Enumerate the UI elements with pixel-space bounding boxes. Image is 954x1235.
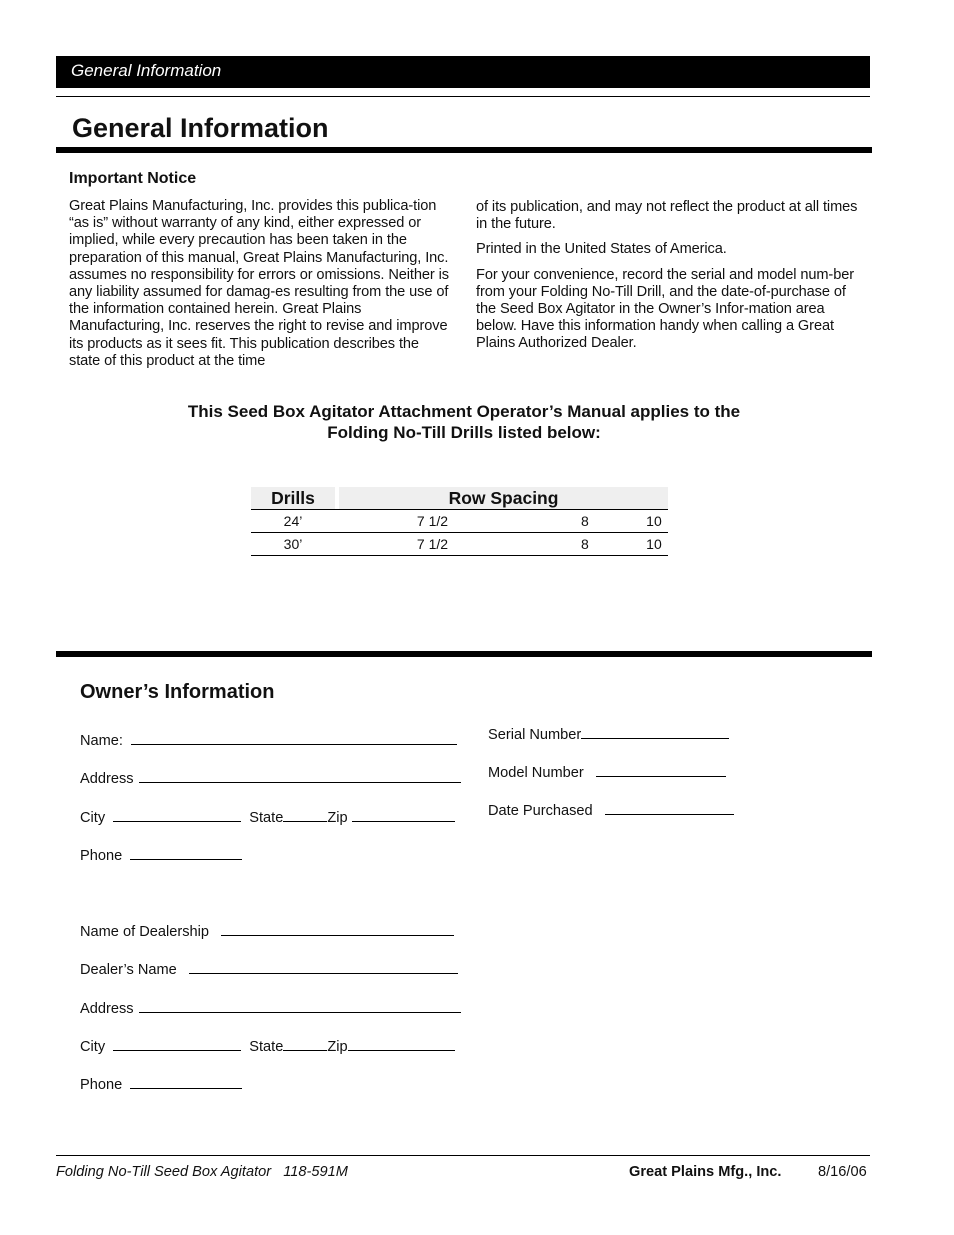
- dealer-city-label: City: [80, 1039, 106, 1055]
- section-header-bar: [56, 56, 870, 88]
- model-number-line: [488, 762, 726, 781]
- dealer-zip-label: Zip: [327, 1039, 348, 1055]
- owner-state-label: State: [249, 810, 284, 826]
- owner-city-line: [80, 807, 455, 826]
- dealer-phone-field[interactable]: [130, 1074, 242, 1089]
- dealer-zip-field[interactable]: [348, 1036, 455, 1051]
- owner-section-rule: [56, 651, 872, 657]
- owner-state-field[interactable]: [283, 807, 327, 822]
- spacing-cell: 10: [640, 533, 668, 556]
- drills-header: Drills: [251, 487, 335, 510]
- owner-phone-field[interactable]: [130, 845, 242, 860]
- dealer-address-field[interactable]: [139, 998, 461, 1013]
- dealership-line: [80, 921, 454, 940]
- owner-address-line: [80, 768, 461, 787]
- row-spacing-table: [251, 487, 668, 556]
- owner-zip-label: Zip: [327, 810, 348, 826]
- table-header-row: [251, 487, 668, 510]
- title-rule: [56, 147, 872, 153]
- spacing-cell: 8: [530, 510, 640, 533]
- owner-name-field[interactable]: [131, 730, 457, 745]
- model-number-field[interactable]: [596, 762, 726, 777]
- model-number-label: Model Number: [488, 765, 584, 781]
- notice-right-p3: For your convenience, record the serial and model num-ber from your Folding No-Till Drill, and the date-of-purchase of the Seed Box Agitator in the Owner’s Infor-mation area below. Have this information handy when calling a Great Plains Authorized Dealer.: [476, 266, 854, 352]
- table-row: [251, 533, 668, 556]
- notice-right-p2: Printed in the United States of America.: [476, 241, 727, 258]
- spacing-cell: 7 1/2: [335, 510, 530, 533]
- table-row: [251, 510, 668, 533]
- notice-right-column: [476, 199, 861, 361]
- notice-heading: Important Notice: [69, 170, 197, 187]
- spacing-cell: 7 1/2: [335, 533, 530, 556]
- page-title: General Information: [72, 113, 329, 143]
- dealer-city-field[interactable]: [113, 1036, 241, 1051]
- dealer-phone-line: [80, 1074, 242, 1093]
- applies-line-2: Folding No-Till Drills listed below:: [327, 423, 601, 442]
- owner-phone-label: Phone: [80, 848, 123, 864]
- spacing-cell: 8: [530, 533, 640, 556]
- footer-doc-title: Folding No-Till Seed Box Agitator 118-591M: [56, 1164, 348, 1180]
- owner-city-field[interactable]: [113, 807, 241, 822]
- owner-address-field[interactable]: [139, 768, 461, 783]
- owner-phone-line: [80, 845, 242, 864]
- notice-left-column: [69, 198, 452, 378]
- footer-brand: Great Plains Mfg., Inc.: [629, 1164, 782, 1180]
- owner-info-heading: Owner’s Information: [80, 681, 275, 703]
- spacing-cell: 10: [640, 510, 668, 533]
- drill-size-cell: 24’: [251, 510, 335, 533]
- section-tab-label: General Information: [71, 61, 222, 80]
- notice-right-p1: of its publication, and may not reflect the product at all times in the future.: [476, 199, 858, 233]
- date-purchased-field[interactable]: [605, 800, 734, 815]
- dealership-label: Name of Dealership: [80, 924, 209, 940]
- applies-line-1: This Seed Box Agitator Attachment Operator’s Manual applies to the: [187, 402, 741, 421]
- dealership-field[interactable]: [221, 921, 454, 936]
- dealer-name-line: [80, 959, 458, 978]
- dealer-state-label: State: [249, 1039, 284, 1055]
- notice-left-text: Great Plains Manufacturing, Inc. provides this publica-tion “as is” without warranty of any kind, either expressed or implied, while every precaution has been taken in the preparation of this manual, Great Plains Manufacturing, Inc. assumes no responsibility for errors or omissions. Neither is any liability assumed for damag-es resulting from the use of the information contained herein. Great Plains Manufacturing, Inc. reserves the right to revise and improve its products as it sees fit. This publication describes the state of this product at the time: [69, 198, 449, 369]
- date-purchased-line: [488, 800, 734, 819]
- row-spacing-header: Row Spacing: [339, 487, 668, 510]
- dealer-state-field[interactable]: [283, 1036, 327, 1051]
- dealer-city-line: [80, 1036, 455, 1055]
- drill-size-cell: 30’: [251, 533, 335, 556]
- applies-statement: [120, 401, 808, 443]
- dealer-address-line: [80, 998, 461, 1017]
- serial-number-label: Serial Number: [488, 727, 582, 743]
- serial-number-field[interactable]: [581, 724, 729, 739]
- owner-name-label: Name:: [80, 733, 123, 749]
- serial-number-line: [488, 724, 729, 743]
- footer-rule: [56, 1155, 870, 1156]
- header-rule: [56, 96, 870, 97]
- dealer-name-field[interactable]: [189, 959, 458, 974]
- dealer-address-label: Address: [80, 1001, 134, 1017]
- footer-date: 8/16/06: [818, 1164, 867, 1180]
- date-purchased-label: Date Purchased: [488, 803, 593, 819]
- dealer-name-label: Dealer’s Name: [80, 962, 177, 978]
- owner-city-label: City: [80, 810, 106, 826]
- dealer-phone-label: Phone: [80, 1077, 123, 1093]
- owner-name-line: [80, 730, 457, 749]
- owner-zip-field[interactable]: [352, 807, 455, 822]
- owner-address-label: Address: [80, 771, 134, 787]
